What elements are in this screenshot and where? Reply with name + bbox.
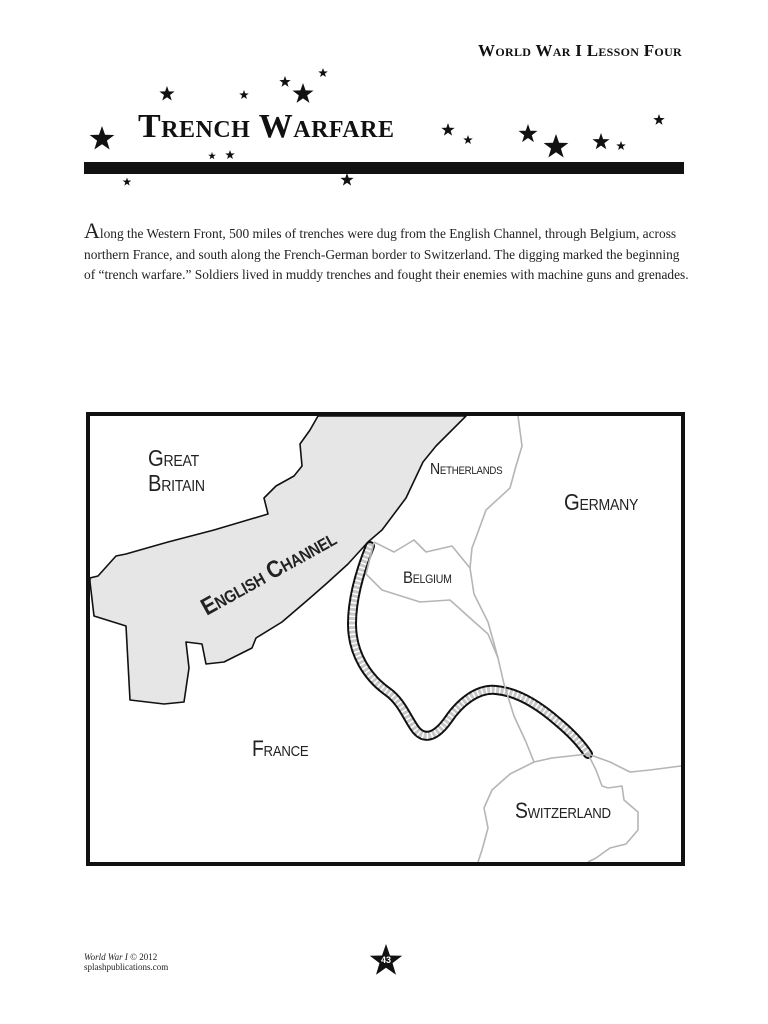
label-belgium: Belgium [403,568,452,587]
label-germany: Germany [564,489,639,515]
star-icon [441,123,454,136]
switzerland-inner [588,754,608,788]
star-icon [159,86,174,100]
label-netherlands: Netherlands [430,461,503,478]
star-icon [544,134,569,158]
star-icon [208,152,216,159]
switzerland-border [534,754,681,772]
star-icon [293,83,314,103]
belgium-north-border [374,540,470,568]
intro-paragraph [84,218,689,286]
footer-book-title: World War I [84,952,128,962]
footer-website: splashpublications.com [84,962,169,972]
star-icon [616,141,626,150]
footer-credit [84,952,168,972]
star-icon [340,173,353,186]
footer-copyright-line [84,952,168,962]
page-title: Trench Warfare [138,108,395,145]
trench-line [352,546,588,754]
star-icon [123,178,132,186]
star-icon [90,126,115,150]
label-great: Great [148,445,199,471]
label-great-britain [148,446,205,496]
intro-text: long the Western Front, 500 miles of trenches were dug from the English Channel, through Belgium, across northern France, and south along the French-German border to Switzerland. The digging marked the beginning of “trench warfare.” Soldiers lived in muddy trenches and fought their enemies with machine guns and grenades. [84,226,689,282]
star-icon [653,114,664,125]
star-icon [225,150,235,159]
western-front-map [86,412,685,866]
label-switzerland: Switzerland [515,798,611,823]
footer-copyright: © 2012 [130,952,158,962]
star-icon [592,133,609,149]
france-germany-border [498,658,534,762]
label-france: France [252,736,309,761]
star-icon [239,90,249,99]
title-divider [84,162,684,174]
label-english-channel: English Channel [196,524,341,622]
label-britain: Britain [148,470,205,496]
belgium-south-border [366,542,498,658]
star-icon [279,76,290,87]
netherlands-germany-border [470,416,522,568]
star-icon [518,124,537,142]
star-icon [463,135,473,144]
intro-dropcap: A [84,218,100,243]
belgium-east-border [470,568,498,658]
page-number: 43 [380,955,391,965]
star-icon [318,68,328,77]
lesson-header: World War I Lesson Four [478,41,682,60]
